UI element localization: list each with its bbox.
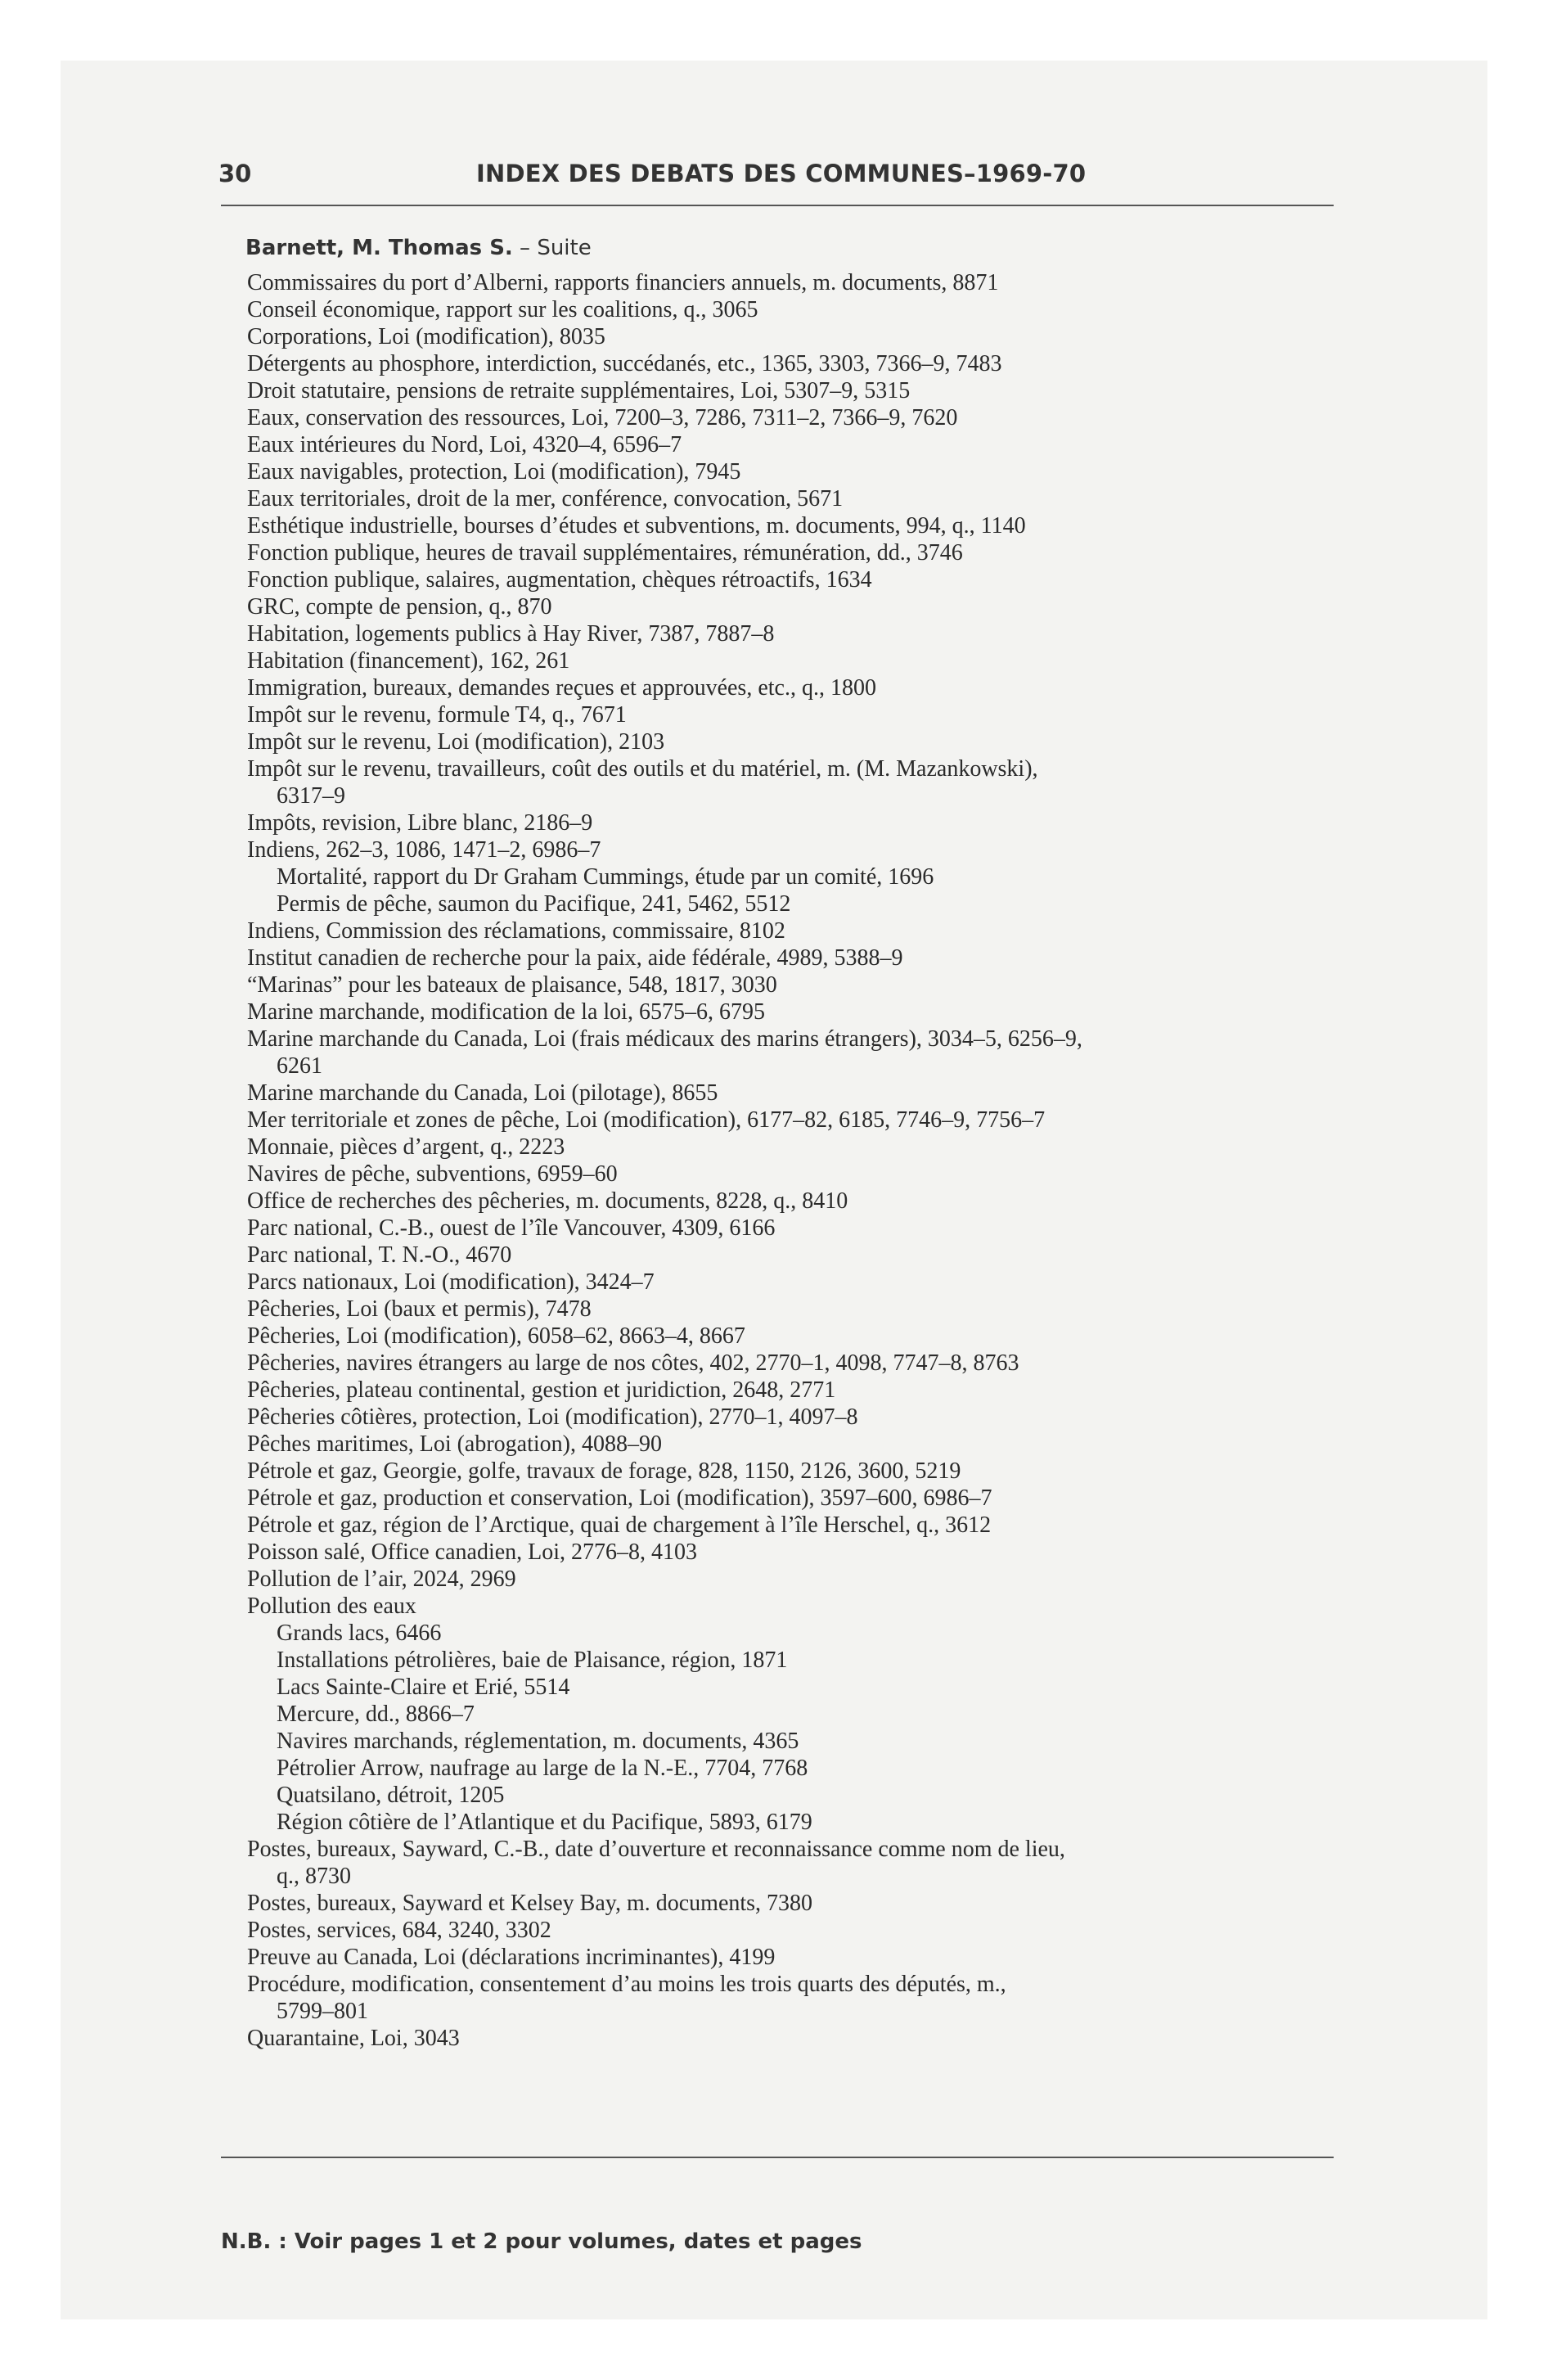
index-entry: Parc national, C.-B., ouest de l’île Vancouver, 4309, 6166 — [247, 1215, 776, 1241]
index-subentry: Mercure, dd., 8866–7 — [277, 1702, 475, 1727]
index-subentry: Région côtière de l’Atlantique et du Pacifique, 5893, 6179 — [277, 1810, 812, 1835]
index-entry: Postes, bureaux, Sayward, C.-B., date d’ouverture et reconnaissance comme nom de lieu, — [247, 1837, 1065, 1862]
index-entry: Quarantaine, Loi, 3043 — [247, 2026, 460, 2051]
index-entry: Impôts, revision, Libre blanc, 2186–9 — [247, 810, 593, 836]
index-entry: Pêcheries, Loi (modification), 6058–62, 8663–4, 8667 — [247, 1323, 745, 1349]
index-entry: “Marinas” pour les bateaux de plaisance, 548, 1817, 3030 — [247, 972, 777, 998]
index-entry: Immigration, bureaux, demandes reçues et approuvées, etc., q., 1800 — [247, 675, 876, 701]
index-entry: Pétrole et gaz, Georgie, golfe, travaux de forage, 828, 1150, 2126, 3600, 5219 — [247, 1458, 961, 1484]
index-entry: Postes, bureaux, Sayward et Kelsey Bay, m. documents, 7380 — [247, 1891, 813, 1916]
index-entry: Office de recherches des pêcheries, m. documents, 8228, q., 8410 — [247, 1188, 848, 1214]
index-entry: Preuve au Canada, Loi (déclarations incriminantes), 4199 — [247, 1945, 776, 1970]
index-subentry: Pétrolier Arrow, naufrage au large de la N.-E., 7704, 7768 — [277, 1756, 808, 1781]
entry-continued: – Suite — [512, 236, 592, 260]
index-subentry: Grands lacs, 6466 — [277, 1620, 442, 1646]
index-entry: Pêcheries, plateau continental, gestion et juridiction, 2648, 2771 — [247, 1377, 836, 1403]
index-entry: Impôt sur le revenu, Loi (modification), 2103 — [247, 729, 665, 755]
index-entry: Indiens, 262–3, 1086, 1471–2, 6986–7 — [247, 837, 601, 863]
running-title: INDEX DES DEBATS DES COMMUNES–1969-70 — [476, 160, 1087, 187]
index-entry: Fonction publique, heures de travail supplémentaires, rémunération, dd., 3746 — [247, 540, 963, 566]
index-entry: Eaux, conservation des ressources, Loi, 7200–3, 7286, 7311–2, 7366–9, 7620 — [247, 405, 958, 430]
index-entry: Corporations, Loi (modification), 8035 — [247, 324, 605, 349]
index-entry: Procédure, modification, consentement d’au moins les trois quarts des députés, m., — [247, 1972, 1006, 1997]
index-subentry: Installations pétrolières, baie de Plaisance, région, 1871 — [277, 1648, 788, 1673]
index-entry: Commissaires du port d’Alberni, rapports financiers annuels, m. documents, 8871 — [247, 270, 999, 295]
index-entry: Pêches maritimes, Loi (abrogation), 4088–90 — [247, 1431, 662, 1457]
index-subentry: Navires marchands, réglementation, m. documents, 4365 — [277, 1729, 799, 1754]
index-entry: Eaux navigables, protection, Loi (modification), 7945 — [247, 459, 741, 485]
index-entry: Institut canadien de recherche pour la paix, aide fédérale, 4989, 5388–9 — [247, 945, 903, 971]
index-continuation: 6317–9 — [277, 783, 345, 809]
index-continuation: q., 8730 — [277, 1864, 351, 1889]
entry-heading — [245, 235, 592, 261]
index-entry: Pollution de l’air, 2024, 2969 — [247, 1566, 516, 1592]
index-entry: Navires de pêche, subventions, 6959–60 — [247, 1161, 618, 1187]
index-entry: Mer territoriale et zones de pêche, Loi (modification), 6177–82, 6185, 7746–9, 7756–7 — [247, 1107, 1046, 1133]
index-entry: Pêcheries, navires étrangers au large de nos côtes, 402, 2770–1, 4098, 7747–8, 8763 — [247, 1350, 1019, 1376]
index-entry: Pétrole et gaz, région de l’Arctique, quai de chargement à l’île Herschel, q., 3612 — [247, 1512, 992, 1538]
index-entry: Marine marchande du Canada, Loi (pilotage), 8655 — [247, 1080, 718, 1106]
page-number: 30 — [218, 160, 252, 187]
header-rule — [221, 205, 1334, 206]
index-entry: Parcs nationaux, Loi (modification), 3424–7 — [247, 1269, 655, 1295]
index-entry: Parc national, T. N.-O., 4670 — [247, 1242, 512, 1268]
index-subentry: Quatsilano, détroit, 1205 — [277, 1783, 505, 1808]
index-entry: Conseil économique, rapport sur les coalitions, q., 3065 — [247, 297, 758, 322]
index-entry: Indiens, Commission des réclamations, commissaire, 8102 — [247, 918, 785, 944]
index-entry: Fonction publique, salaires, augmentation, chèques rétroactifs, 1634 — [247, 567, 872, 593]
index-entry: Pêcheries côtières, protection, Loi (modification), 2770–1, 4097–8 — [247, 1404, 858, 1430]
index-entry: Habitation (financement), 162, 261 — [247, 648, 570, 674]
index-entry: Eaux territoriales, droit de la mer, conférence, convocation, 5671 — [247, 486, 844, 512]
index-entry: Pollution des eaux — [247, 1593, 416, 1619]
index-entry: Marine marchande du Canada, Loi (frais médicaux des marins étrangers), 3034–5, 6256–9, — [247, 1026, 1082, 1052]
index-entry: Détergents au phosphore, interdiction, succédanés, etc., 1365, 3303, 7366–9, 7483 — [247, 351, 1002, 376]
index-entry: Monnaie, pièces d’argent, q., 2223 — [247, 1134, 565, 1160]
index-entry: Postes, services, 684, 3240, 3302 — [247, 1918, 551, 1943]
index-entry: Impôt sur le revenu, travailleurs, coût des outils et du matériel, m. (M. Mazankowski), — [247, 756, 1038, 782]
index-entry: Pétrole et gaz, production et conservation, Loi (modification), 3597–600, 6986–7 — [247, 1485, 992, 1511]
footnote: N.B. : Voir pages 1 et 2 pour volumes, dates et pages — [221, 2229, 862, 2254]
index-entry: Droit statutaire, pensions de retraite supplémentaires, Loi, 5307–9, 5315 — [247, 378, 911, 403]
index-entry: Impôt sur le revenu, formule T4, q., 7671 — [247, 702, 627, 728]
index-continuation: 5799–801 — [277, 1999, 368, 2024]
index-entry: Poisson salé, Office canadien, Loi, 2776–8, 4103 — [247, 1539, 698, 1565]
entry-name: Barnett, M. Thomas S. — [245, 236, 513, 260]
index-subentry: Permis de pêche, saumon du Pacifique, 241, 5462, 5512 — [277, 891, 791, 917]
index-entry: Eaux intérieures du Nord, Loi, 4320–4, 6596–7 — [247, 432, 682, 458]
index-subentry: Lacs Sainte-Claire et Erié, 5514 — [277, 1675, 570, 1700]
index-entry: Habitation, logements publics à Hay River, 7387, 7887–8 — [247, 621, 775, 647]
index-entry: Pêcheries, Loi (baux et permis), 7478 — [247, 1296, 592, 1322]
footer-rule — [221, 2157, 1334, 2158]
page-header — [160, 159, 1334, 208]
index-entry: GRC, compte de pension, q., 870 — [247, 594, 552, 620]
index-continuation: 6261 — [277, 1053, 322, 1079]
index-subentry: Mortalité, rapport du Dr Graham Cummings, étude par un comité, 1696 — [277, 864, 934, 890]
index-entry: Esthétique industrielle, bourses d’études et subventions, m. documents, 994, q., 1140 — [247, 513, 1026, 539]
index-list — [247, 269, 1343, 2052]
index-entry: Marine marchande, modification de la loi, 6575–6, 6795 — [247, 999, 765, 1025]
